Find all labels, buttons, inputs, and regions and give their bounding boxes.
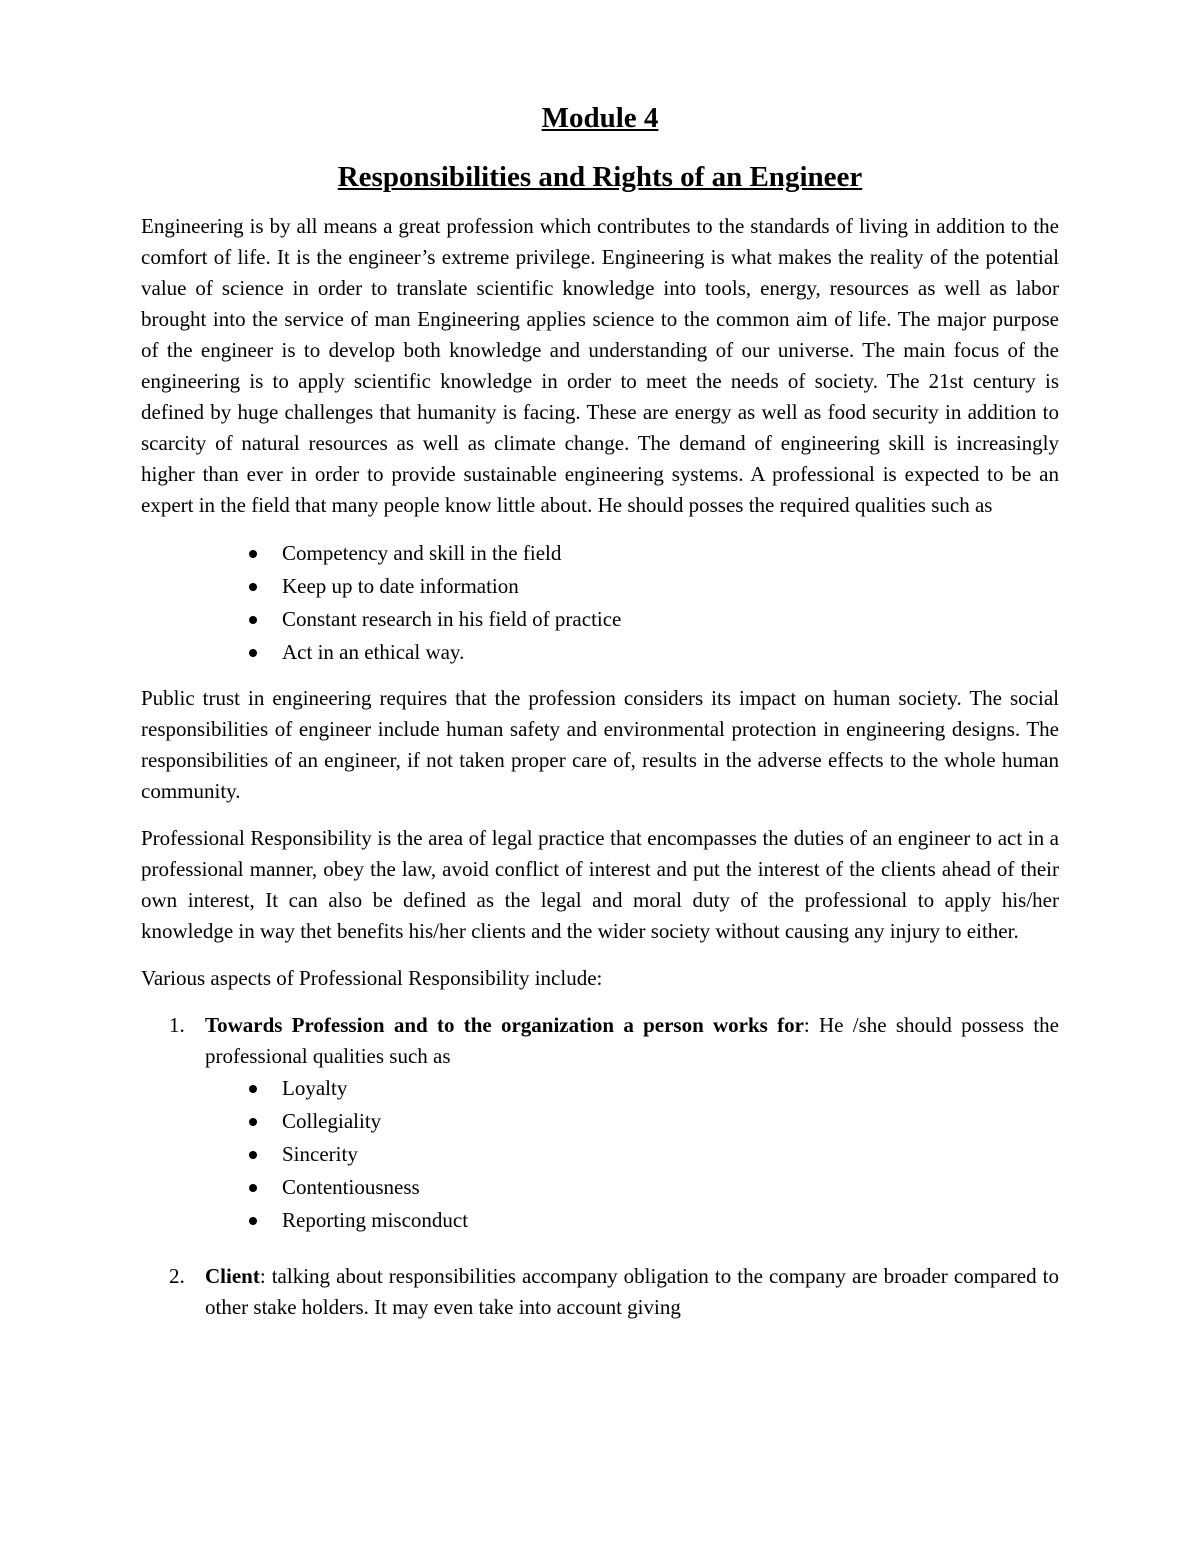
list-item-text: Keep up to date information <box>282 574 519 598</box>
aspect-qualities-list <box>205 1072 1059 1237</box>
list-item-text: Loyalty <box>282 1076 348 1100</box>
aspect-heading: Client <box>205 1264 260 1288</box>
list-item <box>141 603 1059 636</box>
bullet-icon <box>249 1184 257 1192</box>
qualities-list <box>141 537 1059 669</box>
aspects-intro: Various aspects of Professional Responsibility include: <box>141 966 603 990</box>
list-item <box>205 1072 1059 1105</box>
page-title: Module 4 <box>541 102 659 134</box>
bullet-icon <box>249 1118 257 1126</box>
list-item <box>141 570 1059 603</box>
professional-responsibility-paragraph: Professional Responsibility is the area of legal practice that encompasses the duties of an engineer to act in a professional manner, obey the law, avoid conflict of interest and put the interest of the clients ahead of their own interest, It can also be defined as the legal and moral duty of the professional to apply his/her knowledge in way thet benefits his/her clients and the wider society without causing any injury to either. <box>141 826 1059 943</box>
page-subtitle: Responsibilities and Rights of an Engineer <box>337 161 863 193</box>
aspect-number: 2. <box>169 1264 185 1288</box>
list-item <box>205 1171 1059 1204</box>
aspect-heading: Towards Profession and to the organization a person works for <box>205 1013 804 1037</box>
bullet-icon <box>249 616 257 624</box>
list-item <box>205 1204 1059 1237</box>
list-item <box>141 636 1059 669</box>
aspect-item <box>141 1261 1059 1323</box>
bullet-icon <box>249 583 257 591</box>
aspect-text: : He /she should possess the professional qualities such as <box>205 1013 1059 1068</box>
list-item-text: Constant research in his field of practice <box>282 607 622 631</box>
list-item-text: Act in an ethical way. <box>282 640 465 664</box>
bullet-icon <box>249 1217 257 1225</box>
public-trust-paragraph: Public trust in engineering requires that the profession considers its impact on human society. The social responsibilities of engineer include human safety and environmental protection in engineering designs. The responsibilities of an engineer, if not taken proper care of, results in the adverse effects to the whole human community. <box>141 686 1059 803</box>
list-item-text: Competency and skill in the field <box>282 541 562 565</box>
document-body <box>141 98 1059 1347</box>
list-item <box>141 537 1059 570</box>
bullet-icon <box>249 550 257 558</box>
list-item <box>205 1138 1059 1171</box>
bullet-icon <box>249 1085 257 1093</box>
aspects-list <box>141 1010 1059 1323</box>
aspect-text: : talking about responsibilities accompany obligation to the company are broader compared to other stake holders. It may even take into account giving <box>205 1264 1059 1319</box>
list-item-text: Collegiality <box>282 1109 382 1133</box>
aspect-item <box>141 1010 1059 1237</box>
list-item-text: Sincerity <box>282 1142 358 1166</box>
aspect-number: 1. <box>169 1013 185 1037</box>
list-item-text: Contentiousness <box>282 1175 420 1199</box>
bullet-icon <box>249 1151 257 1159</box>
list-item <box>205 1105 1059 1138</box>
intro-paragraph: Engineering is by all means a great profession which contributes to the standards of living in addition to the comfort of life. It is the engineer’s extreme privilege. Engineering is what makes the reality of the potential value of science in order to translate scientific knowledge into tools, energy, resources as well as labor brought into the service of man Engineering applies science to the common aim of life. The major purpose of the engineer is to develop both knowledge and understanding of our universe. The main focus of the engineering is to apply scientific knowledge in order to meet the needs of society. The 21st century is defined by huge challenges that humanity is facing. These are energy as well as food security in addition to scarcity of natural resources as well as climate change. The demand of engineering skill is increasingly higher than ever in order to provide sustainable engineering systems. A professional is expected to be an expert in the field that many people know little about. He should posses the required qualities such as <box>141 214 1059 517</box>
list-item-text: Reporting misconduct <box>282 1208 469 1232</box>
bullet-icon <box>249 649 257 657</box>
